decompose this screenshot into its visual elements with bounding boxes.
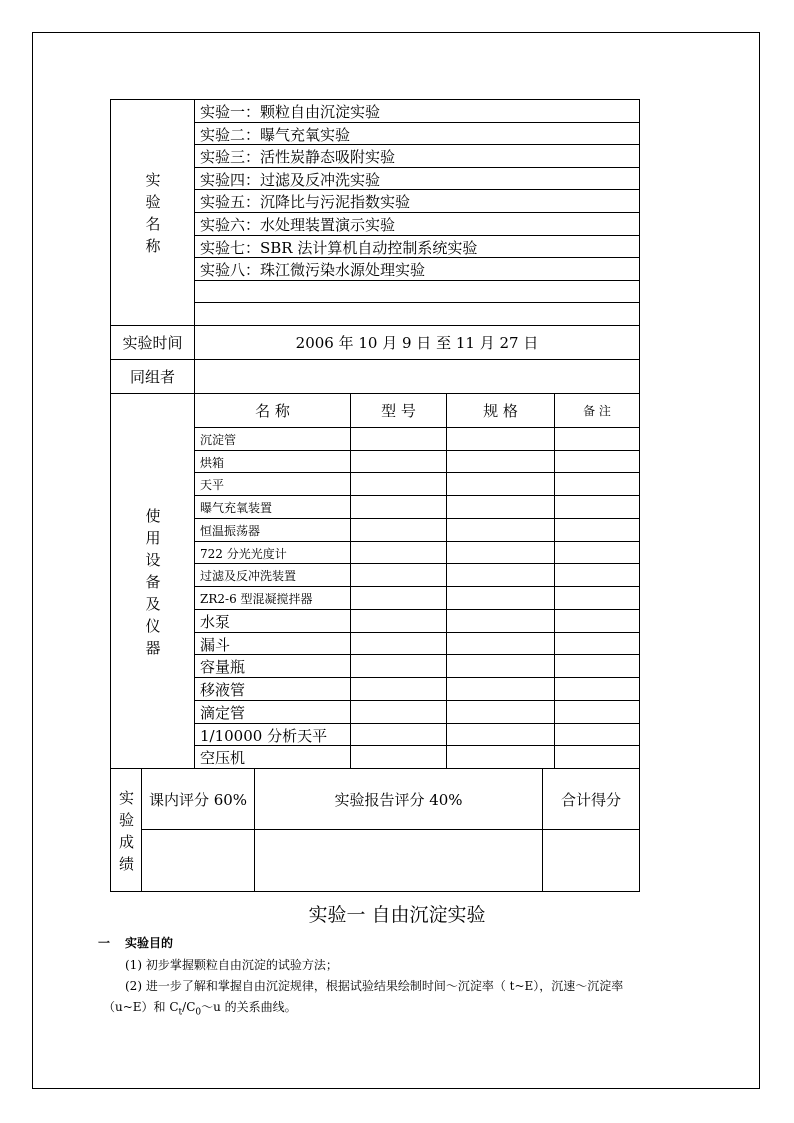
grade-value-report (254, 829, 543, 892)
equipment-header-note-text: 备 注 (583, 404, 611, 418)
equipment-row (194, 563, 351, 587)
grade-header-total (542, 768, 640, 830)
equipment-row (194, 541, 351, 564)
equipment-name: 曝气充氧装置 (200, 501, 273, 515)
equipment-row-blank (554, 518, 640, 542)
equipment-label-char: 及 (145, 594, 161, 613)
equipment-header-note (554, 393, 640, 428)
experiment-name-label-char: 称 (145, 237, 161, 255)
grades-label-char: 实 (118, 788, 134, 807)
time-value-cell (194, 325, 640, 360)
equipment-row-blank (350, 450, 447, 473)
equipment-row-blank (446, 450, 555, 473)
equipment-header-spec-text: 规 格 (483, 402, 518, 420)
equipment-row-blank (446, 700, 555, 724)
experiment-name-text: 实验六：水处理装置演示实验 (200, 216, 396, 234)
equipment-name: 恒温振荡器 (200, 524, 261, 538)
equipment-header-spec (446, 393, 555, 428)
equipment-row-blank (446, 427, 555, 451)
equipment-row-blank (446, 586, 555, 610)
equipment-row-blank (554, 427, 640, 451)
experiment-name-label-char: 实 (145, 171, 161, 189)
section-title: 实验一 自由沉淀实验 (308, 904, 486, 926)
equipment-row (194, 745, 351, 769)
experiment-name-row (194, 122, 640, 145)
experiment-name-row (194, 257, 640, 281)
equipment-header-name-text: 名 称 (255, 402, 290, 420)
equipment-row (194, 518, 351, 542)
experiment-name-text: 实验八：珠江微污染水源处理实验 (200, 261, 426, 279)
experiment-name-text: 实验七：SBR 法计算机自动控制系统实验 (200, 239, 478, 257)
equipment-row-blank (554, 632, 640, 655)
equipment-row (194, 472, 351, 496)
equipment-name: 天平 (200, 478, 225, 492)
equipment-row-blank (446, 654, 555, 678)
equipment-row-blank (446, 472, 555, 496)
experiment-name-row (194, 99, 640, 123)
equipment-row-blank (554, 472, 640, 496)
equipment-name: 漏斗 (200, 636, 231, 654)
equipment-row-blank (554, 586, 640, 610)
heading-objectives: 实验目的 (125, 936, 174, 950)
equipment-row-blank (446, 518, 555, 542)
equipment-row-blank (350, 563, 447, 587)
time-label: 实验时间 (122, 334, 183, 352)
objective-2-cont: （u~E）和 $C_t/C_0\sim u$ 的关系曲线。 (103, 1000, 297, 1018)
group-value-cell (194, 359, 640, 394)
equipment-row-blank (554, 700, 640, 724)
equipment-row (194, 609, 351, 633)
equipment-row-blank (554, 563, 640, 587)
equipment-row-blank (554, 723, 640, 746)
equipment-row-blank (350, 427, 447, 451)
equipment-row (194, 495, 351, 519)
equipment-row-blank (446, 609, 555, 633)
equipment-name: 烘箱 (200, 456, 225, 470)
equipment-row-blank (350, 700, 447, 724)
experiment-name-row (194, 189, 640, 213)
equipment-row-blank (554, 609, 640, 633)
equipment-row (194, 586, 351, 610)
equipment-name: 容量瓶 (200, 658, 246, 676)
grades-label-char: 成 (118, 832, 134, 851)
objective-2: (2) 进一步了解和掌握自由沉淀规律，根据试验结果绘制时间～沉淀率（ t~E），沉速～沉淀率 (125, 979, 624, 993)
equipment-header-name (194, 393, 351, 428)
equipment-header-model-text: 型 号 (381, 402, 416, 420)
equipment-row-blank (350, 586, 447, 610)
equipment-row-blank (350, 472, 447, 496)
equipment-label-char: 器 (145, 638, 161, 657)
equipment-row-blank (554, 745, 640, 769)
equipment-name: 过滤及反冲洗装置 (200, 569, 297, 583)
equipment-row-blank (554, 495, 640, 519)
grade-header-total-text: 合计得分 (560, 790, 621, 809)
equipment-row (194, 654, 351, 678)
experiment-name-row (194, 144, 640, 168)
equipment-name: 1/10000 分析天平 (200, 727, 328, 745)
grade-value-in_class (141, 829, 255, 892)
equipment-row-blank (350, 654, 447, 678)
equipment-row-blank (446, 495, 555, 519)
grade-header-in_class (141, 768, 255, 830)
grade-header-report (254, 768, 543, 830)
grade-header-report-text: 实验报告评分 40% (334, 790, 463, 809)
equipment-row-blank (350, 518, 447, 542)
equipment-label (110, 393, 195, 769)
experiment-name-text: 实验三：活性炭静态吸附实验 (200, 148, 396, 166)
experiment-name-row (194, 302, 640, 326)
equipment-row-blank (446, 723, 555, 746)
objective-1: (1) 初步掌握颗粒自由沉淀的试验方法； (125, 958, 338, 972)
equipment-row-blank (350, 677, 447, 701)
equipment-row (194, 450, 351, 473)
equipment-row (194, 632, 351, 655)
experiment-name-label-char: 验 (145, 193, 161, 211)
equipment-row-blank (554, 450, 640, 473)
equipment-row-blank (554, 677, 640, 701)
grades-label-char: 绩 (118, 854, 134, 873)
equipment-row (194, 677, 351, 701)
experiment-name-text: 实验四：过滤及反冲洗实验 (200, 171, 381, 189)
equipment-row-blank (350, 541, 447, 564)
experiment-name-text: 实验二：曝气充氧实验 (200, 126, 351, 144)
equipment-name: ZR2-6 型混凝搅拌器 (200, 592, 313, 606)
group-label-cell (110, 359, 195, 394)
experiment-name-text: 实验一：颗粒自由沉淀实验 (200, 103, 381, 121)
equipment-name: 空压机 (200, 749, 246, 767)
equipment-name: 722 分光光度计 (200, 547, 287, 561)
equipment-label-char: 用 (145, 528, 161, 547)
experiment-name-row (194, 235, 640, 258)
experiment-name-label-char: 名 (145, 215, 161, 233)
equipment-row-blank (350, 632, 447, 655)
equipment-row (194, 700, 351, 724)
grades-label-char: 验 (118, 810, 134, 829)
equipment-row-blank (350, 609, 447, 633)
equipment-row (194, 427, 351, 451)
equipment-row-blank (350, 745, 447, 769)
equipment-row-blank (446, 632, 555, 655)
equipment-header-model (350, 393, 447, 428)
grade-value-total (542, 829, 640, 892)
equipment-row-blank (446, 541, 555, 564)
group-label: 同组者 (129, 368, 175, 386)
experiment-name-row (194, 280, 640, 303)
equipment-row-blank (446, 677, 555, 701)
time-label-cell (110, 325, 195, 360)
experiment-name-text: 实验五：沉降比与污泥指数实验 (200, 193, 411, 211)
equipment-label-char: 使 (145, 506, 161, 525)
equipment-row-blank (446, 745, 555, 769)
equipment-row-blank (554, 654, 640, 678)
equipment-name: 滴定管 (200, 704, 246, 722)
equipment-label-char: 仪 (145, 616, 161, 635)
equipment-name: 移液管 (200, 681, 246, 699)
equipment-row-blank (554, 541, 640, 564)
grades-label (110, 768, 142, 892)
experiment-name-label (110, 99, 195, 326)
equipment-label-char: 设 (145, 550, 161, 569)
time-value: 2006 年 10 月 9 日 至 11 月 27 日 (295, 334, 539, 352)
equipment-name: 水泵 (200, 613, 231, 631)
heading-number: 一 (98, 936, 111, 950)
experiment-name-row (194, 167, 640, 190)
grade-header-in_class-text: 课内评分 60% (148, 790, 248, 809)
equipment-name: 沉淀管 (200, 433, 237, 447)
equipment-row-blank (446, 563, 555, 587)
equipment-row-blank (350, 723, 447, 746)
equipment-label-char: 备 (145, 572, 161, 591)
equipment-row-blank (350, 495, 447, 519)
experiment-name-row (194, 212, 640, 236)
equipment-row (194, 723, 351, 746)
